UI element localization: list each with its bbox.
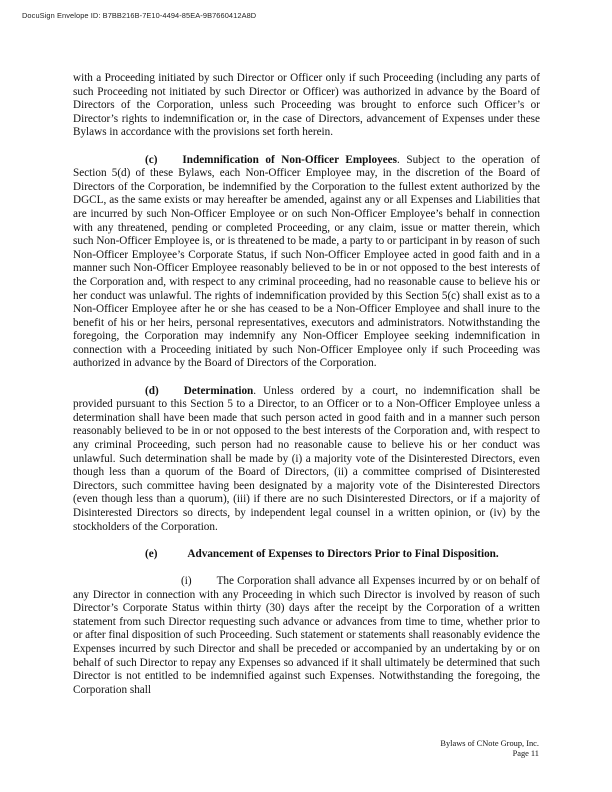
section-c-heading: Indemnification of Non-Officer Employees bbox=[182, 153, 397, 166]
section-e-i-body: The Corporation shall advance all Expenses incurred by or on behalf of any Director in connection with any Proceeding in which such Director is involved by reason of such Director’s Corporate Status within thirty (30) days after the receipt by the Corporation of a written statement from such Director requesting such advance or advances from time to time, whether prior to or after final disposition of such Proceeding. Such statement or statements shall reasonably evidence the Expenses incurred by such Director and shall be preceded or accompanied by an undertaking by or on behalf of such Director to repay any Expenses so advanced if it shall ultimately be determined that such Director is not entitled to be indemnified against such Expenses. Notwithstanding the foregoing, the Corporation shall bbox=[73, 574, 540, 696]
section-d: (d) Determination. Unless ordered by a court, no indemnification shall be provided pursuant to this Section 5 to a Director, to an Officer or to a Non-Officer Employee unless a determination shall have been made that such person acted in good faith and in a manner such person reasonably believed to be in or not opposed to the best interests of the Corporation and, with respect to any criminal Proceeding, such person had no reasonable cause to believe his or her conduct was unlawful. Such determination shall be made by (i) a majority vote of the Disinterested Directors, even though less than a quorum of the Board of Directors, (ii) a committee comprised of Disinterested Directors, such committee having been designated by a majority vote of the Disinterested Directors (even though less than a quorum), (iii) if there are no such Disinterested Directors, or if a majority of Disinterested Directors so directs, by independent legal counsel in a written opinion, or (iv) by the stockholders of the Corporation. bbox=[73, 384, 541, 533]
paragraph-intro: with a Proceeding initiated by such Director or Officer only if such Proceeding (including any parts of such Proceeding not initiated by such Director or Officer) was authorized in advance by the Board of Directors of the Corporation, unless such Proceeding was brought to enforce such Officer’s or Director’s rights to indemnification or, in the case of Directors, advancement of Expenses under these Bylaws in accordance with the provisions set forth herein. bbox=[73, 72, 540, 139]
section-c-label: (c) bbox=[145, 153, 158, 166]
section-e-i-label: (i) bbox=[181, 574, 192, 587]
footer-document-title: Bylaws of CNote Group, Inc. bbox=[440, 739, 539, 748]
section-e-heading-line bbox=[73, 548, 540, 562]
section-c: (c) Indemnification of Non-Officer Employees. Subject to the operation of Section 5(d) of these Bylaws, each Non-Officer Employee may, in the discretion of the Board of Directors of the Corporation, be indemnified by the Corporation to the fullest extent authorized by the DGCL, as the same exists or may hereafter be amended, against any or all Expenses and Liabilities that are incurred by such Non-Officer Employee or on such Non-Officer Employee’s behalf in connection with any threatened, pending or completed Proceeding, or any claim, issue or matter therein, which such Non-Officer Employee is, or is threatened to be made, a party to or participant in by reason of such Non-Officer Employee’s Corporate Status, if such Non-Officer Employee acted in good faith and in a manner such Non-Officer Employee reasonably believed to be in or not opposed to the best interests of the Corporation and, with respect to any criminal proceeding, had no reasonable cause to believe his or her conduct was unlawful. The rights of indemnification provided by this Section 5(c) shall exist as to a Non-Officer Employee after he or she has ceased to be a Non-Officer Employee and shall inure to the benefit of his or her heirs, personal representatives, executors and administrators. Notwithstanding the foregoing, the Corporation may indemnify any Non-Officer Employee seeking indemnification in connection with a Proceeding initiated by such Non-Officer Employee only if such Proceeding was authorized in advance by the Board of Directors of the Corporation. bbox=[73, 153, 541, 370]
section-e-i bbox=[73, 575, 540, 697]
footer-page-number: Page 11 bbox=[512, 748, 539, 758]
section-d-label: (d) bbox=[145, 384, 159, 397]
document-body bbox=[73, 72, 540, 711]
section-d-body: Unless ordered by a court, no indemnification shall be provided pursuant to this Section 5 to a Director, to an Officer or to a Non-Officer Employee unless a determination shall have been made that such person acted in good faith and in a manner such person reasonably believed to be in or not opposed to the best interests of the Corporation and, with respect to any criminal Proceeding, such person had no reasonable cause to believe his or her conduct was unlawful. Such determination shall be made by (i) a majority vote of the Disinterested Directors, even though less than a quorum of the Board of Directors, (ii) a committee comprised of Disinterested Directors, such committee having been designated by a majority vote of the Disinterested Directors (even though less than a quorum), (iii) if there are no such Disinterested Directors, or if a majority of Disinterested Directors so directs, by independent legal counsel in a written opinion, or (iv) by the stockholders of the Corporation. bbox=[73, 384, 541, 533]
section-d-heading: Determination bbox=[183, 384, 254, 397]
page-footer bbox=[440, 739, 539, 758]
section-c-body: Subject to the operation of Section 5(d) of these Bylaws, each Non-Officer Employee may, in the discretion of the Board of Directors of the Corporation, be indemnified by the Corporation to the fullest extent authorized by the DGCL, as the same exists or may hereafter be amended, against any or all Expenses and Liabilities that are incurred by such Non-Officer Employee or on such Non-Officer Employee’s behalf in connection with any threatened, pending or completed Proceeding, or any claim, issue or matter therein, which such Non-Officer Employee is, or is threatened to be made, a party to or participant in by reason of such Non-Officer Employee’s Corporate Status, if such Non-Officer Employee acted in good faith and in a manner such Non-Officer Employee reasonably believed to be in or not opposed to the best interests of the Corporation and, with respect to any criminal proceeding, had no reasonable cause to believe his or her conduct was unlawful. The rights of indemnification provided by this Section 5(c) shall exist as to a Non-Officer Employee after he or she has ceased to be a Non-Officer Employee and shall inure to the benefit of his or her heirs, personal representatives, executors and administrators. Notwithstanding the foregoing, the Corporation may indemnify any Non-Officer Employee seeking indemnification in connection with a Proceeding initiated by such Non-Officer Employee only if such Proceeding was authorized in advance by the Board of Directors of the Corporation. bbox=[73, 153, 541, 370]
docusign-envelope-id: DocuSign Envelope ID: B7BB216B-7E10-4494-85EA-9B7660412A8D bbox=[22, 11, 257, 20]
section-e-label: (e) bbox=[145, 547, 158, 560]
section-e-heading: Advancement of Expenses to Directors Prior to Final Disposition. bbox=[187, 547, 499, 560]
